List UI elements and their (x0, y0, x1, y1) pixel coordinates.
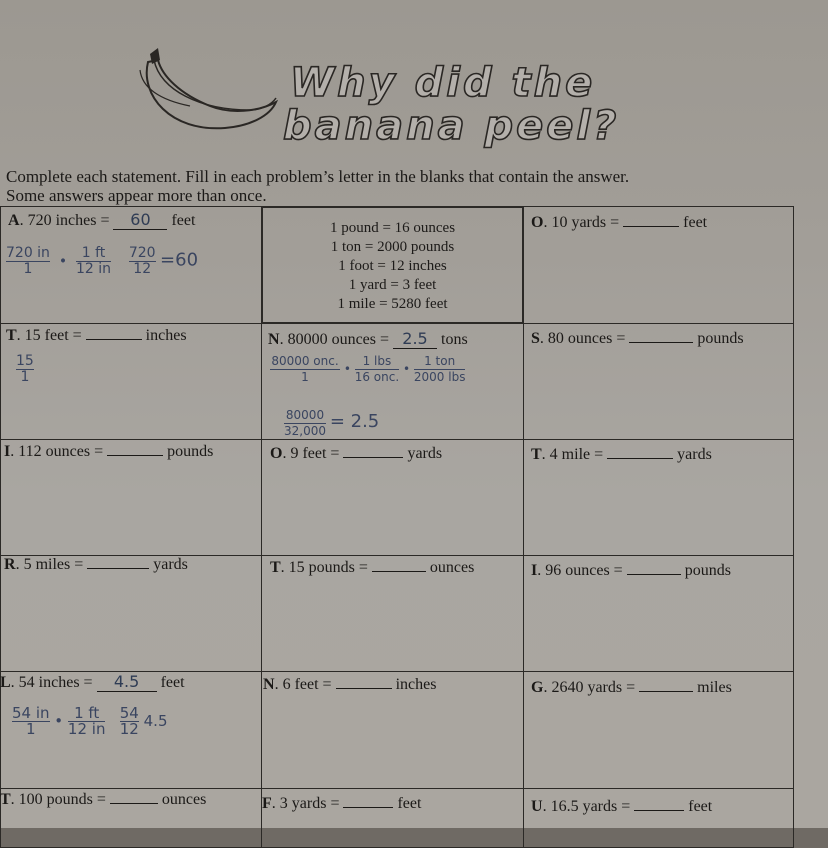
problem-a: A. 720 inches = 60 feet (8, 210, 196, 229)
work-denominator: 1 (301, 370, 309, 384)
problem-unit: pounds (167, 443, 214, 460)
work-denominator: 1 (20, 369, 30, 385)
banana-icon (130, 40, 280, 140)
work-denominator: 32,000 (284, 424, 326, 438)
problem-letter: I (531, 562, 538, 579)
problem-unit: feet (171, 212, 196, 229)
handwritten-work-n: $\frac{\text{80000 onc.}}{1}$ • $\frac{\text{1 lbs}}{\text{16 onc.}}$ • $\frac{\text{1 ton}}{\text{2000 lbs}}$ (271, 354, 466, 384)
problem-letter: F (262, 795, 272, 812)
answer-blank[interactable]: 2.5 (393, 329, 437, 349)
problem-g: G. 2640 yards = miles (531, 679, 732, 696)
answer-blank[interactable] (110, 803, 158, 804)
conversion-line: 1 ton = 2000 pounds (330, 239, 455, 255)
work-numerator: 54 (119, 704, 139, 722)
problem-r: R. 5 miles = yards (4, 556, 188, 573)
instructions-line2: Some answers appear more than once. (6, 186, 267, 205)
answer-blank[interactable]: 4.5 (97, 672, 157, 692)
problem-text: 96 ounces = (545, 562, 623, 579)
problem-unit: ounces (429, 559, 475, 576)
problem-letter: T (0, 791, 11, 808)
conversion-line: 1 yard = 3 feet (348, 277, 437, 293)
answer-blank[interactable] (86, 339, 142, 340)
handwritten-work-n-result (284, 408, 379, 439)
work-numerator: 80000 (285, 408, 325, 422)
problem-letter: S (531, 330, 540, 347)
answer-blank[interactable] (607, 458, 673, 459)
problem-letter: O (531, 214, 544, 231)
problem-n2: N. 6 feet = inches (263, 676, 437, 693)
work-result: 4.5 (143, 712, 168, 730)
answer-blank[interactable] (343, 457, 403, 458)
worksheet-title-line1: Why did the (290, 60, 596, 106)
problem-letter: A (8, 212, 20, 229)
handwritten-work-t (16, 354, 34, 385)
answer-blank[interactable] (336, 688, 392, 689)
work-denominator: 12 in (67, 720, 106, 738)
work-denominator: 12 in (76, 261, 112, 277)
problem-unit: feet (688, 798, 713, 815)
work-numerator: 720 in (6, 245, 50, 261)
problem-l: L. 54 inches = 4.5 feet (0, 672, 185, 691)
answer-blank[interactable]: 60 (113, 210, 167, 230)
work-denominator: 2000 lbs (413, 370, 466, 384)
problem-letter: T (531, 446, 542, 463)
problem-letter: L (0, 674, 11, 691)
conversion-line: 1 foot = 12 inches (338, 258, 447, 274)
work-denominator: 12 (133, 261, 152, 277)
work-denominator: 12 (119, 720, 139, 738)
instructions-line1: Complete each statement. Fill in each problem’s letter in the blanks that contain the answer. (6, 167, 630, 186)
problem-letter: N (263, 676, 275, 693)
answer-blank[interactable] (87, 568, 149, 569)
problem-cell (523, 788, 794, 848)
problem-unit: feet (397, 795, 422, 812)
problem-unit: miles (697, 679, 732, 696)
problem-letter: T (270, 559, 281, 576)
problem-n1: N. 80000 ounces = 2.5 tons (268, 329, 468, 348)
problem-t2: T. 4 mile = yards (531, 446, 712, 463)
problem-text: 3 yards = (279, 795, 340, 812)
problem-i1: I. 112 ounces = pounds (4, 443, 214, 460)
problem-text: 15 pounds = (288, 559, 368, 576)
problem-text: 5 miles = (23, 556, 84, 573)
problem-unit: pounds (697, 330, 744, 347)
problem-text: 720 inches = (27, 212, 110, 229)
problem-unit: yards (677, 446, 712, 463)
problem-unit: yards (153, 556, 188, 573)
work-denominator: 16 onc. (354, 370, 400, 384)
problem-text: 10 yards = (551, 214, 620, 231)
problem-s: S. 80 ounces = pounds (531, 330, 744, 347)
answer-blank[interactable] (634, 810, 684, 811)
work-numerator: 1 ft (68, 706, 106, 722)
problem-o1: O. 10 yards = feet (531, 214, 708, 231)
handwritten-work-l: $\frac{54 in}{1}$ • $\frac{1 ft}{12 in}$ $\frac{54}{12}$ 4.5 (12, 704, 168, 738)
work-result: = 2.5 (329, 411, 380, 432)
work-numerator: 15 (16, 353, 34, 369)
work-numerator: 1 ton (414, 354, 466, 370)
problem-letter: I (4, 443, 11, 460)
problem-letter: R (4, 556, 16, 573)
answer-blank[interactable] (623, 226, 679, 227)
problem-f: F. 3 yards = feet (262, 795, 422, 812)
problem-text: 16.5 yards = (550, 798, 631, 815)
problem-text: 2640 yards = (551, 679, 636, 696)
work-numerator: 54 in (12, 704, 50, 722)
work-numerator: 80000 onc. (271, 354, 339, 368)
work-denominator: 1 (23, 261, 33, 277)
conversion-line: 1 pound = 16 ounces (329, 220, 456, 236)
answer-blank[interactable] (639, 691, 693, 692)
conversion-table (261, 206, 524, 324)
problem-u: U. 16.5 yards = feet (531, 798, 713, 815)
problem-text: 9 feet = (290, 445, 340, 462)
problem-o2: O. 9 feet = yards (270, 445, 443, 462)
problem-unit: inches (395, 676, 437, 693)
problem-text: 100 pounds = (18, 791, 106, 808)
problem-letter: T (6, 327, 17, 344)
answer-blank[interactable] (343, 807, 393, 808)
handwritten-work-a: $\frac{720 in}{1}$ • $\frac{1 ft}{12 in}$ $\frac{720}{12}$ =60 (6, 245, 199, 277)
problem-letter: G (531, 679, 544, 696)
problem-text: 6 feet = (282, 676, 332, 693)
answer-blank[interactable] (107, 455, 163, 456)
problem-text: 80 ounces = (547, 330, 626, 347)
problem-text: 15 feet = (24, 327, 82, 344)
problem-unit: ounces (161, 791, 207, 808)
problem-unit: pounds (684, 562, 731, 579)
problem-unit: feet (160, 674, 185, 691)
problem-unit: yards (407, 445, 443, 462)
problem-i2: I. 96 ounces = pounds (531, 562, 731, 579)
work-denominator: 1 (25, 720, 36, 738)
problem-text: 112 ounces = (18, 443, 104, 460)
work-result: =60 (160, 249, 199, 271)
work-numerator: 720 (128, 245, 156, 261)
problem-t1: T. 15 feet = inches (6, 327, 187, 344)
answer-blank[interactable] (629, 342, 693, 343)
answer-blank[interactable] (372, 571, 426, 572)
problem-unit: inches (145, 327, 187, 344)
conversion-line: 1 mile = 5280 feet (337, 296, 448, 312)
problem-t3: T. 15 pounds = ounces (270, 559, 475, 576)
problem-letter: U (531, 798, 543, 815)
work-numerator: 1 lbs (355, 354, 399, 370)
answer-blank[interactable] (627, 574, 681, 575)
problem-letter: O (270, 445, 283, 462)
problem-text: 4 mile = (549, 446, 604, 463)
problem-unit: tons (441, 331, 468, 348)
problem-text: 54 inches = (18, 674, 93, 691)
worksheet-title-line2: banana peel? (283, 103, 620, 149)
problem-text: 80000 ounces = (287, 331, 390, 348)
problem-grid (0, 206, 794, 828)
problem-t4: T. 100 pounds = ounces (0, 791, 207, 808)
problem-letter: N (268, 331, 280, 348)
work-numerator: 1 ft (76, 246, 111, 262)
problem-unit: feet (683, 214, 708, 231)
